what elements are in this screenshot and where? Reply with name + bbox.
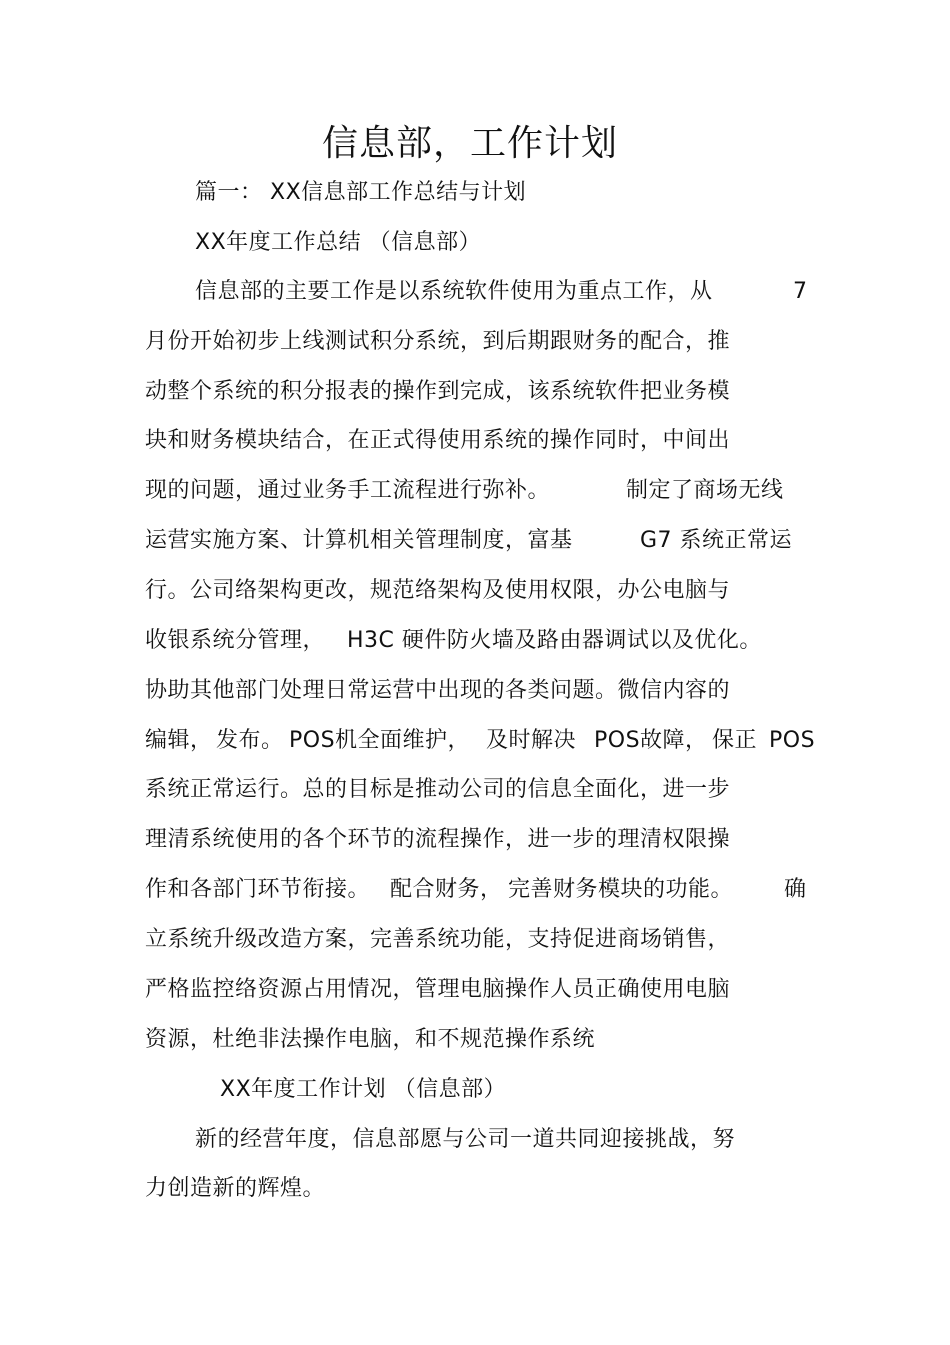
paragraph-line: 资源，杜绝非法操作电脑，和不规范操作系统: [145, 1027, 596, 1052]
text-segment: G7 系统正常运: [640, 528, 793, 553]
text-segment: 配合财务，: [390, 877, 503, 902]
text-segment: H3C 硬件防火墙及路由器调试以及优化。: [347, 628, 762, 653]
paragraph-line: 协助其他部门处理日常运营中出现的各类问题。微信内容的: [145, 678, 731, 703]
text-segment: 发布。: [216, 728, 284, 753]
paragraph-line: 行。公司络架构更改，规范络架构及使用权限，办公电脑与: [145, 578, 731, 603]
paragraph-line: 理清系统使用的各个环节的流程操作，进一步的理清权限操: [145, 827, 731, 852]
text-segment: 确: [784, 877, 807, 902]
text-segment: 信息部的主要工作是以系统软件使用为重点工作，从: [195, 279, 713, 304]
text-segment: 运营实施方案、计算机相关管理制度，富基: [145, 528, 573, 553]
paragraph-line: 严格监控络资源占用情况，管理电脑操作人员正确使用电脑: [145, 977, 731, 1002]
paragraph-line: 力创造新的辉煌。: [145, 1176, 326, 1201]
text-segment: POS: [769, 728, 816, 753]
text-segment: 及时解决: [486, 728, 577, 753]
text-segment: 收银系统分管理，: [145, 628, 326, 653]
text-segment: POS机全面维护，: [289, 728, 471, 753]
paragraph-line: 系统正常运行。总的目标是推动公司的信息全面化，进一步: [145, 777, 731, 802]
paragraph-line: 月份开始初步上线测试积分系统，到后期跟财务的配合，推: [145, 329, 731, 354]
text-segment: 7: [793, 279, 808, 304]
paragraph-line: 立系统升级改造方案，完善系统功能，支持促进商场销售，: [145, 927, 731, 952]
paragraph-line: 动整个系统的积分报表的操作到完成，该系统软件把业务模: [145, 379, 731, 404]
page-title: 信息部，工作计划: [321, 123, 618, 164]
text-segment: 编辑，: [145, 728, 213, 753]
subsection-heading: XX年度工作总结 （信息部）: [195, 230, 482, 255]
text-segment: 保正: [712, 728, 758, 753]
text-segment: 完善财务模块的功能。: [508, 877, 734, 902]
text-segment: 作和各部门环节衔接。: [145, 877, 371, 902]
subsection-heading: XX年度工作计划 （信息部）: [220, 1077, 507, 1102]
text-segment: 现的问题，通过业务手工流程进行弥补。: [145, 478, 551, 503]
paragraph-line: 新的经营年度，信息部愿与公司一道共同迎接挑战，努: [195, 1127, 736, 1152]
paragraph-line: 块和财务模块结合，在正式得使用系统的操作同时，中间出: [145, 428, 731, 453]
section-heading: 篇一： XX信息部工作总结与计划: [195, 180, 527, 205]
text-segment: 制定了商场无线: [626, 478, 784, 503]
text-segment: POS故障，: [594, 728, 708, 753]
